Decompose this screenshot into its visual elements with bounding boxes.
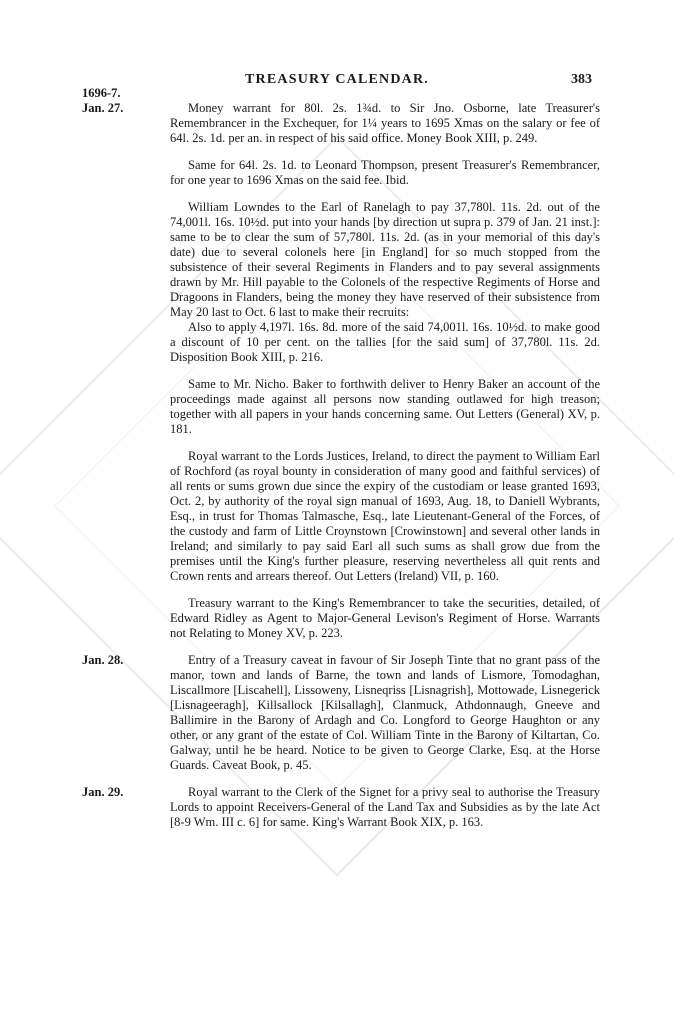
entry (82, 101, 602, 146)
entry-text: Same for 64l. 2s. 1d. to Leonard Thompson, present Treasurer's Remembrancer, for one year to 1696 Xmas on the said fee. Ibid. (170, 158, 600, 187)
entry (82, 200, 602, 365)
entry-date: Jan. 28. (82, 653, 124, 667)
entry (82, 449, 602, 584)
entry (82, 785, 602, 830)
entry-text: Royal warrant to the Lords Justices, Ireland, to direct the payment to William Earl of Rochford (as royal bounty in consideration of many good and faithful services) of all rents or sums grown due since the expiry of the custodiam or lease granted 1693, Oct. 2, by authority of the royal sign manual of 1693, Aug. 18, to Daniell Wybrants, Esq., in trust for Thomas Talmasche, Esq., late Lieutenant-General of the Forces, of the custody and farm of Little Croynstown [Crowinstown] and several other lands in Ireland; and similarly to pay said Earl all such sums as shall grow due from the premises until the King's further pleasure, reserving nevertheless all quit rents and Crown rents and arrears thereof. Out Letters (Ireland) VII, p. 160. (170, 449, 600, 583)
entry (82, 596, 602, 641)
entry (82, 653, 602, 773)
entry-date: Jan. 27. (82, 101, 124, 115)
entry-text: William Lowndes to the Earl of Ranelagh to pay 37,780l. 11s. 2d. out of the 74,001l. 16s. 10½d. put into your hands [by direction ut supra p. 379 of Jan. 21 inst.]: same to be to clear the sum of 57,780l. 11s. 2d. (as in your memorial of this day's date) due to several colonels here [in England] for so much stopped from the subsistence of their several Regiments in Flanders and to pay several assignments drawn by Mr. Hill payable to the Colonels of the respective Regiments of Horse and Dragoons in Flanders, being the money they have reserved of their subsistence from May 20 last to Oct. 6 last to make their recruits: (170, 200, 600, 319)
year-label: 1696-7. (82, 86, 121, 100)
entry-text: Treasury warrant to the King's Remembrancer to take the securities, detailed, of Edward Ridley as Agent to Major-General Levison's Regiment of Horse. Warrants not Relating to Money XV, p. 223. (170, 596, 600, 640)
entry-continuation: Also to apply 4,197l. 16s. 8d. more of the said 74,001l. 16s. 10½d. to make good a discount of 10 per cent. on the tallies [for the said sum] of 37,780l. 11s. 2d. Disposition Book XIII, p. 216. (170, 320, 600, 364)
entry-text: Same to Mr. Nicho. Baker to forthwith deliver to Henry Baker an account of the proceedings made against all persons now standing outlawed for high treason; together with all papers in your hands concerning same. Out Letters (General) XV, p. 181. (170, 377, 600, 436)
entry (82, 158, 602, 188)
entry-text: Money warrant for 80l. 2s. 1¾d. to Sir Jno. Osborne, late Treasurer's Remembrancer in the Exchequer, for 1¼ years to 1695 Xmas on the salary or fee of 64l. 2s. 1d. per an. in respect of his said office. Money Book XIII, p. 249. (170, 101, 600, 145)
entry-text: Royal warrant to the Clerk of the Signet for a privy seal to authorise the Treasury Lords to appoint Receivers-General of the Land Tax and Subsidies as by the late Act [8-9 Wm. III c. 6] for same. King's Warrant Book XIX, p. 163. (170, 785, 600, 829)
entry-text: Entry of a Treasury caveat in favour of Sir Joseph Tinte that no grant pass of the manor, town and lands of Barne, the town and lands of Lismore, Tomodaghan, Liscallmore [Liscahell], Lissoweny, Lisneqriss [Lisnagrish], Mottowade, Lisnegerick [Lisnageeragh], Killsallock [Kilsallagh], Clanmuck, Athdonnaugh, Gneeve and Ballimire in the Barony of Ardagh and Co. Longford to George Haughton or any other, or any grant of the estate of Col. William Tinte in the Barony of Kiltartan, Co. Galway, until he be heard. Notice to be given to George Clarke, Esq. at the Horse Guards. Caveat Book, p. 45. (170, 653, 600, 772)
page-number: 383 (571, 72, 592, 87)
page-title: TREASURY CALENDAR. (245, 72, 429, 87)
entries-list (82, 101, 602, 842)
entry-date: Jan. 29. (82, 785, 124, 799)
entry (82, 377, 602, 437)
